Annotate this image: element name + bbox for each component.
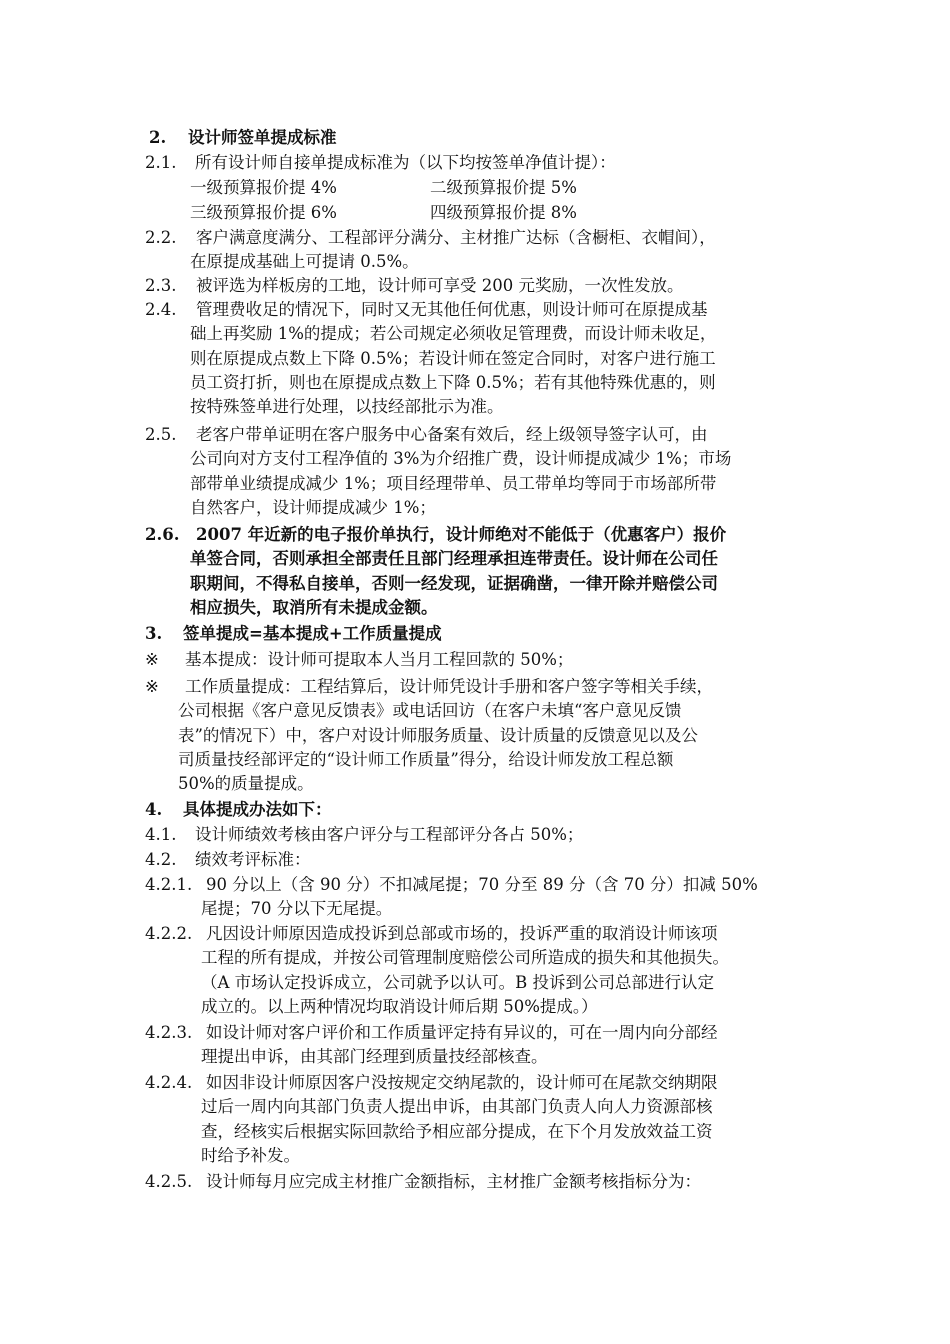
- clause-number: 4.2.5.: [145, 1172, 193, 1191]
- clause-body: [190, 226, 716, 275]
- clause-line: 单签合同，否则承担全部责任且部门经理承担连带责任。设计师在公司任: [190, 549, 718, 569]
- clause-number: 2.4.: [145, 300, 177, 319]
- clause-line: 被评选为样板房的工地，设计师可享受 200 元奖励，一次性发放。: [196, 276, 684, 295]
- clause-line: 过后一周内向其部门负责人提出申诉，由其部门负责人向人力资源部核: [201, 1097, 713, 1117]
- note-line: 司质量技经部评定的“设计师工作质量”得分，给设计师发放工程总额: [178, 749, 674, 769]
- note-line: 工作质量提成：工程结算后，设计师凭设计手册和客户签字等相关手续，: [185, 677, 713, 696]
- clause-line: 员工资打折，则也在原提成点数上下降 0.5%；若有其他特殊优惠的，则: [190, 372, 716, 392]
- clause-body: [190, 298, 716, 419]
- note-body: [185, 648, 573, 672]
- clause-line: 按特殊签单进行处理，以技经部批示为准。: [190, 397, 504, 417]
- note-mark: ※: [145, 677, 159, 696]
- section-title: 签单提成=基本提成+工作质量提成: [183, 624, 442, 643]
- clause-line: 理提出申诉，由其部门经理到质量技经部核查。: [201, 1047, 548, 1067]
- clause-number: 4.2.4.: [145, 1073, 193, 1092]
- clause-line: 90 分以上（含 90 分）不扣减尾提；70 分至 89 分（含 70 分）扣减 50%: [206, 875, 758, 894]
- clause-line: 部带单业绩提成减少 1%；项目经理带单、员工带单均等同于市场部所带: [190, 473, 717, 493]
- note-line: 50%的质量提成。: [178, 774, 314, 794]
- clause-line: 自然客户，设计师提成减少 1%；: [190, 497, 436, 517]
- clause-body: [190, 523, 726, 620]
- clause-line: 公司向对方支付工程净值的 3%为介绍推广费，设计师提成减少 1%；市场: [190, 449, 732, 469]
- clause-line: 成立的。以上两种情况均取消设计师后期 50%提成。）: [201, 996, 598, 1016]
- clause-line: 工程的所有提成，并按公司管理制度赔偿公司所造成的损失和其他损失。: [201, 948, 729, 968]
- clause-line: 在原提成基础上可提请 0.5%。: [190, 252, 419, 272]
- clause-line: 老客户带单证明在客户服务中心备案有效后，经上级领导签字认可，由: [196, 425, 708, 444]
- rate-item: 一级预算报价提 4%: [190, 178, 337, 197]
- clause-body: [195, 848, 311, 872]
- clause-line: 职期间，不得私自接单，否则一经发现，证据确凿，一律开除并赔偿公司: [190, 573, 718, 593]
- clause-number: 2.6.: [145, 525, 180, 544]
- section-number: 3.: [145, 624, 163, 643]
- note-line: 基本提成：设计师可提取本人当月工程回款的 50%；: [185, 650, 574, 669]
- clause-number: 4.2.3.: [145, 1023, 193, 1042]
- clause-line: 2007 年近新的电子报价单执行，设计师绝对不能低于（优惠客户）报价: [196, 525, 727, 544]
- section-number: 2.: [149, 128, 167, 147]
- clause-line: 时给予补发。: [201, 1145, 300, 1165]
- clause-line: 查，经核实后根据实际回款给予相应部分提成，在下个月发放效益工资: [201, 1121, 713, 1141]
- clause-line: （A 市场认定投诉成立，公司就予以认可。B 投诉到公司总部进行认定: [201, 972, 715, 992]
- section-title: 具体提成办法如下：: [183, 800, 332, 819]
- note-line: 表”的情况下）中，客户对设计师服务质量、设计质量的反馈意见以及公: [178, 725, 698, 745]
- clause-body: [201, 1170, 701, 1194]
- clause-number: 4.2.1.: [145, 875, 193, 894]
- note-mark: ※: [145, 650, 159, 669]
- section-title: 设计师签单提成标准: [188, 128, 337, 147]
- clause-line: 绩效考评标准：: [195, 850, 311, 869]
- clause-number: 2.2.: [145, 228, 177, 247]
- clause-body: [201, 873, 758, 922]
- clause-number: 2.3.: [145, 276, 177, 295]
- clause-line: 尾提；70 分以下无尾提。: [201, 899, 393, 919]
- section-number: 4.: [145, 800, 163, 819]
- clause-line: 管理费收足的情况下，同时又无其他任何优惠，则设计师可在原提成基: [196, 300, 708, 319]
- clause-body: [201, 922, 729, 1019]
- clause-number: 2.5.: [145, 425, 177, 444]
- clause-line: 如设计师对客户评价和工作质量评定持有异议的，可在一周内向分部经: [206, 1023, 718, 1042]
- clause-body: [201, 1071, 718, 1168]
- clause-body: [190, 274, 683, 298]
- clause-text: 所有设计师自接单提成标准为（以下均按签单净值计提）：: [195, 153, 616, 172]
- note-line: 公司根据《客户意见反馈表》或电话回访（在客户未填“客户意见反馈: [178, 701, 682, 721]
- clause-line: 客户满意度满分、工程部评分满分、主材推广达标（含橱柜、衣帽间），: [196, 228, 716, 247]
- clause-line: 设计师绩效考核由客户评分与工程部评分各占 50%；: [195, 825, 584, 844]
- clause-body: [190, 423, 731, 520]
- clause-number: 4.2.2.: [145, 924, 193, 943]
- clause-line: 如因非设计师原因客户没按规定交纳尾款的，设计师可在尾款交纳期限: [206, 1073, 718, 1092]
- clause-number: 4.2.: [145, 850, 177, 869]
- clause-line: 础上再奖励 1%的提成；若公司规定必须收足管理费，而设计师未收足，: [190, 324, 717, 344]
- clause-number: 2.1.: [145, 153, 177, 172]
- clause-line: 相应损失，取消所有未提成金额。: [190, 597, 438, 617]
- note-body: [178, 675, 713, 796]
- clause-number: 4.1.: [145, 825, 177, 844]
- clause-body: [201, 1021, 718, 1070]
- rate-item: 四级预算报价提 8%: [430, 203, 577, 222]
- clause-line: 凡因设计师原因造成投诉到总部或市场的，投诉严重的取消设计师该项: [206, 924, 718, 943]
- clause-line: 设计师每月应完成主材推广金额指标，主材推广金额考核指标分为：: [206, 1172, 701, 1191]
- rate-item: 二级预算报价提 5%: [430, 178, 577, 197]
- clause-body: [195, 823, 583, 847]
- rate-item: 三级预算报价提 6%: [190, 203, 337, 222]
- clause-line: 则在原提成点数上下降 0.5%；若设计师在签定合同时，对客户进行施工: [190, 348, 716, 368]
